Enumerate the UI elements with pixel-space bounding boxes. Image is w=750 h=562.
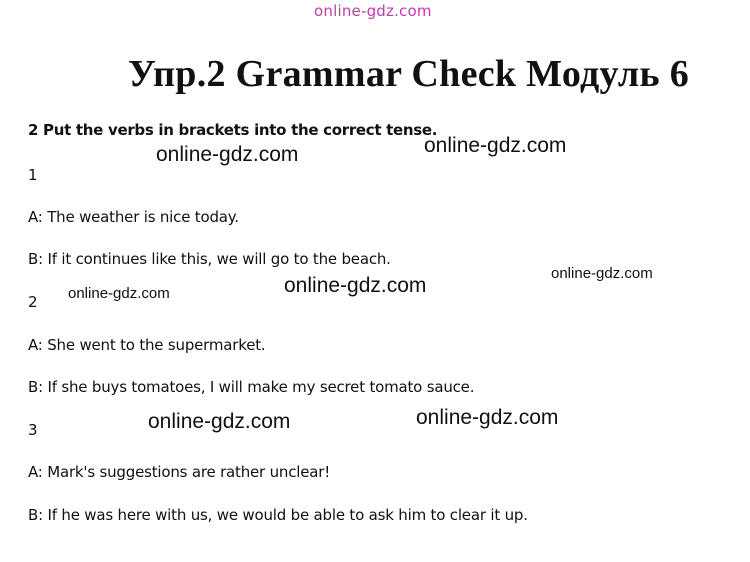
exercise-number: 1 bbox=[28, 166, 38, 184]
watermark: online-gdz.com bbox=[424, 134, 567, 157]
exercise-line-b: B: If he was here with us, we would be able to ask him to clear it up. bbox=[28, 506, 528, 524]
top-watermark: online-gdz.com bbox=[314, 2, 432, 20]
page-title: Упр.2 Grammar Check Модуль 6 bbox=[128, 53, 690, 95]
exercise-line-a: A: She went to the supermarket. bbox=[28, 336, 266, 354]
exercise-number: 2 bbox=[28, 293, 38, 311]
instruction-heading: 2 Put the verbs in brackets into the correct tense. bbox=[28, 121, 438, 139]
exercise-number: 3 bbox=[28, 421, 38, 439]
exercise-line-b: B: If she buys tomatoes, I will make my secret tomato sauce. bbox=[28, 378, 475, 396]
exercise-line-a: A: The weather is nice today. bbox=[28, 208, 239, 226]
watermark: online-gdz.com bbox=[551, 265, 653, 282]
exercise-line-b: B: If it continues like this, we will go to the beach. bbox=[28, 250, 391, 268]
watermark: online-gdz.com bbox=[148, 410, 291, 433]
watermark: online-gdz.com bbox=[68, 285, 170, 302]
exercise-line-a: A: Mark's suggestions are rather unclear! bbox=[28, 463, 331, 481]
watermark: online-gdz.com bbox=[284, 274, 427, 297]
watermark: online-gdz.com bbox=[416, 406, 559, 429]
watermark: online-gdz.com bbox=[156, 143, 299, 166]
